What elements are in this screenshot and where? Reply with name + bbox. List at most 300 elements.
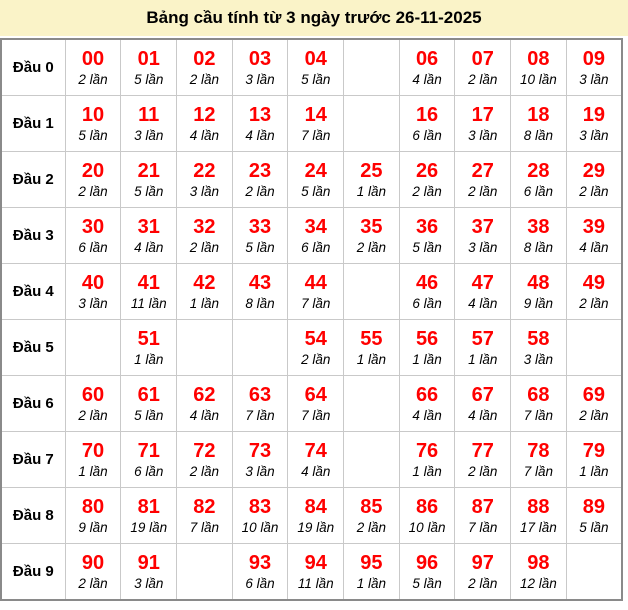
number-count: 19 lần [130, 520, 168, 536]
number-cell [288, 39, 344, 96]
number-value: 34 [304, 216, 327, 239]
number-cell [399, 376, 455, 432]
number-value: 47 [471, 272, 494, 295]
number-cell [65, 264, 121, 320]
number-value: 13 [248, 104, 272, 127]
number-count: 6 lần [78, 240, 108, 256]
number-value: 21 [137, 160, 160, 183]
number-count: 5 lần [412, 576, 442, 592]
number-count: 7 lần [468, 520, 498, 536]
row-label: Đầu 6 [1, 376, 65, 432]
number-cell [566, 39, 622, 96]
row-label: Đầu 0 [1, 39, 65, 96]
empty-cell [344, 96, 400, 152]
number-value: 00 [81, 48, 105, 71]
number-cell [121, 96, 177, 152]
number-count: 8 lần [523, 128, 554, 144]
number-value: 93 [248, 552, 272, 575]
number-count: 2 lần [301, 352, 331, 368]
number-count: 5 lần [134, 72, 164, 88]
number-count: 5 lần [134, 184, 164, 200]
number-cell [566, 264, 622, 320]
number-count: 7 lần [301, 128, 331, 144]
number-value: 27 [471, 160, 494, 183]
number-value: 49 [582, 272, 605, 295]
number-count: 3 lần [245, 464, 275, 480]
number-cell [455, 376, 511, 432]
number-count: 6 lần [412, 296, 442, 312]
number-value: 96 [415, 552, 439, 575]
number-value: 79 [582, 440, 605, 463]
number-value: 06 [415, 48, 439, 71]
number-count: 3 lần [579, 128, 609, 144]
empty-cell [344, 432, 400, 488]
table-row [1, 152, 622, 208]
number-value: 83 [248, 496, 272, 519]
number-cell [288, 432, 344, 488]
number-cell [288, 488, 344, 544]
number-cell [65, 376, 121, 432]
number-count: 5 lần [245, 240, 275, 256]
number-value: 04 [304, 48, 327, 71]
number-cell [232, 208, 288, 264]
number-value: 29 [582, 160, 605, 183]
number-value: 90 [81, 552, 105, 575]
number-cell [121, 376, 177, 432]
number-value: 42 [193, 272, 216, 295]
number-cell [511, 544, 567, 601]
number-count: 2 lần [189, 72, 220, 88]
number-cell [344, 320, 400, 376]
number-count: 1 lần [78, 464, 108, 480]
row-label: Đầu 2 [1, 152, 65, 208]
number-cell [566, 432, 622, 488]
number-cell [455, 39, 511, 96]
number-count: 1 lần [412, 352, 442, 368]
number-cell [399, 488, 455, 544]
table-row [1, 544, 622, 601]
number-value: 51 [137, 328, 160, 351]
number-count: 17 lần [520, 520, 557, 536]
number-count: 4 lần [468, 408, 498, 424]
number-cell [344, 152, 400, 208]
number-cell [65, 39, 121, 96]
number-count: 4 lần [189, 128, 220, 144]
number-value: 35 [360, 216, 383, 239]
number-value: 68 [527, 384, 550, 407]
number-cell [399, 96, 455, 152]
number-value: 43 [248, 272, 272, 295]
number-cell [566, 376, 622, 432]
number-value: 37 [471, 216, 494, 239]
number-value: 62 [193, 384, 216, 407]
number-value: 81 [137, 496, 160, 519]
row-label: Đầu 4 [1, 264, 65, 320]
number-value: 80 [81, 496, 105, 519]
number-count: 4 lần [301, 464, 331, 480]
number-count: 7 lần [301, 408, 331, 424]
empty-cell [344, 376, 400, 432]
number-value: 94 [304, 552, 327, 575]
number-cell [511, 432, 567, 488]
number-count: 3 lần [134, 128, 164, 144]
number-value: 14 [304, 104, 327, 127]
number-value: 09 [582, 48, 605, 71]
number-cell [511, 152, 567, 208]
table-row [1, 208, 622, 264]
row-label: Đầu 8 [1, 488, 65, 544]
number-value: 87 [471, 496, 494, 519]
number-count: 10 lần [520, 72, 557, 88]
number-value: 63 [248, 384, 272, 407]
number-value: 57 [471, 328, 494, 351]
number-cell [455, 432, 511, 488]
number-value: 26 [415, 160, 439, 183]
number-cell [177, 376, 233, 432]
number-value: 69 [582, 384, 605, 407]
number-cell [511, 39, 567, 96]
number-cell [65, 96, 121, 152]
bridge-stats-table [0, 38, 623, 601]
number-value: 85 [360, 496, 383, 519]
number-cell [177, 152, 233, 208]
number-cell [232, 488, 288, 544]
number-count: 5 lần [579, 520, 609, 536]
number-cell [121, 544, 177, 601]
number-value: 66 [415, 384, 439, 407]
number-value: 17 [471, 104, 494, 127]
number-value: 55 [360, 328, 383, 351]
number-count: 2 lần [579, 296, 609, 312]
table-row [1, 488, 622, 544]
number-value: 10 [81, 104, 105, 127]
number-count: 6 lần [134, 464, 164, 480]
number-count: 11 lần [297, 576, 334, 592]
number-value: 36 [415, 216, 439, 239]
number-cell [121, 152, 177, 208]
number-count: 3 lần [189, 184, 220, 200]
number-cell [121, 432, 177, 488]
number-count: 6 lần [412, 128, 442, 144]
number-count: 2 lần [356, 240, 387, 256]
number-count: 3 lần [78, 296, 108, 312]
number-cell [511, 208, 567, 264]
number-cell [121, 264, 177, 320]
number-value: 07 [471, 48, 494, 71]
number-cell [511, 264, 567, 320]
number-count: 1 lần [356, 352, 387, 368]
number-count: 2 lần [579, 184, 609, 200]
number-cell [399, 320, 455, 376]
number-cell [344, 488, 400, 544]
row-label: Đầu 3 [1, 208, 65, 264]
number-count: 5 lần [301, 72, 331, 88]
number-count: 2 lần [468, 464, 498, 480]
empty-cell [232, 320, 288, 376]
number-cell [511, 376, 567, 432]
number-cell [455, 488, 511, 544]
number-value: 44 [304, 272, 327, 295]
number-cell [288, 264, 344, 320]
number-value: 25 [360, 160, 383, 183]
number-count: 6 lần [301, 240, 331, 256]
number-cell [232, 432, 288, 488]
number-count: 1 lần [579, 464, 609, 480]
title-bar [0, 0, 628, 36]
number-value: 77 [471, 440, 494, 463]
number-cell [232, 376, 288, 432]
empty-cell [177, 544, 233, 601]
number-cell [232, 544, 288, 601]
table-row [1, 96, 622, 152]
number-cell [288, 208, 344, 264]
number-value: 54 [304, 328, 327, 351]
number-value: 40 [81, 272, 105, 295]
row-label: Đầu 1 [1, 96, 65, 152]
number-value: 08 [527, 48, 550, 71]
number-cell [288, 544, 344, 601]
number-cell [288, 96, 344, 152]
number-cell [288, 376, 344, 432]
number-count: 12 lần [520, 576, 557, 592]
row-label: Đầu 7 [1, 432, 65, 488]
number-value: 22 [193, 160, 216, 183]
page-title: Bảng cầu tính từ 3 ngày trước 26-11-2025 [146, 8, 482, 27]
number-count: 7 lần [245, 408, 275, 424]
number-cell [455, 264, 511, 320]
empty-cell [344, 264, 400, 320]
number-count: 9 lần [523, 296, 554, 312]
number-cell [232, 152, 288, 208]
number-value: 60 [81, 384, 105, 407]
number-cell [121, 208, 177, 264]
number-count: 9 lần [78, 520, 108, 536]
table-row [1, 39, 622, 96]
number-cell [455, 152, 511, 208]
number-value: 82 [193, 496, 216, 519]
number-value: 88 [527, 496, 550, 519]
number-cell [511, 320, 567, 376]
number-count: 3 lần [579, 72, 609, 88]
number-count: 7 lần [301, 296, 331, 312]
number-count: 10 lần [408, 520, 446, 536]
number-value: 39 [582, 216, 605, 239]
number-cell [566, 152, 622, 208]
number-cell [65, 544, 121, 601]
number-cell [399, 39, 455, 96]
number-value: 33 [248, 216, 272, 239]
number-value: 24 [304, 160, 327, 183]
number-value: 28 [527, 160, 550, 183]
number-value: 31 [137, 216, 160, 239]
number-cell [232, 264, 288, 320]
number-cell [455, 544, 511, 601]
number-cell [399, 264, 455, 320]
empty-cell [177, 320, 233, 376]
number-count: 2 lần [78, 184, 108, 200]
number-cell [288, 152, 344, 208]
number-count: 3 lần [468, 240, 498, 256]
number-count: 2 lần [78, 408, 108, 424]
number-cell [455, 96, 511, 152]
number-count: 2 lần [356, 520, 387, 536]
number-value: 61 [137, 384, 160, 407]
number-count: 4 lần [245, 128, 275, 144]
number-count: 6 lần [245, 576, 275, 592]
number-value: 97 [471, 552, 494, 575]
row-label: Đầu 5 [1, 320, 65, 376]
number-count: 5 lần [134, 408, 164, 424]
empty-cell [344, 39, 400, 96]
number-value: 74 [304, 440, 327, 463]
number-count: 7 lần [523, 464, 554, 480]
number-count: 2 lần [189, 464, 220, 480]
number-count: 1 lần [134, 352, 164, 368]
number-count: 2 lần [468, 184, 498, 200]
number-cell [177, 208, 233, 264]
number-count: 1 lần [356, 576, 387, 592]
number-cell [177, 488, 233, 544]
empty-cell [566, 320, 622, 376]
number-value: 89 [582, 496, 605, 519]
number-cell [232, 96, 288, 152]
number-cell [177, 96, 233, 152]
number-count: 6 lần [523, 184, 554, 200]
number-count: 4 lần [579, 240, 609, 256]
number-count: 2 lần [189, 240, 220, 256]
number-cell [121, 320, 177, 376]
number-count: 5 lần [301, 184, 331, 200]
number-value: 78 [527, 440, 550, 463]
number-cell [344, 208, 400, 264]
number-cell [399, 152, 455, 208]
number-cell [177, 432, 233, 488]
number-count: 10 lần [241, 520, 279, 536]
number-cell [65, 208, 121, 264]
table-body [1, 39, 622, 600]
number-cell [65, 152, 121, 208]
number-cell [121, 488, 177, 544]
number-count: 4 lần [412, 72, 442, 88]
number-count: 2 lần [78, 576, 108, 592]
number-count: 2 lần [245, 184, 275, 200]
number-value: 76 [415, 440, 439, 463]
number-value: 41 [137, 272, 160, 295]
number-count: 3 lần [245, 72, 275, 88]
number-cell [566, 96, 622, 152]
number-cell [232, 39, 288, 96]
number-value: 98 [527, 552, 550, 575]
number-value: 11 [138, 104, 160, 127]
number-count: 4 lần [134, 240, 164, 256]
number-value: 46 [415, 272, 439, 295]
number-count: 5 lần [78, 128, 108, 144]
number-count: 2 lần [468, 72, 498, 88]
number-value: 38 [527, 216, 550, 239]
number-value: 18 [527, 104, 550, 127]
number-count: 4 lần [412, 408, 442, 424]
number-cell [344, 544, 400, 601]
number-value: 12 [193, 104, 216, 127]
number-count: 1 lần [189, 296, 220, 312]
number-cell [511, 488, 567, 544]
number-value: 16 [415, 104, 439, 127]
number-cell [455, 320, 511, 376]
number-cell [121, 39, 177, 96]
number-count: 19 lần [297, 520, 335, 536]
number-value: 64 [304, 384, 327, 407]
number-cell [399, 432, 455, 488]
number-value: 67 [471, 384, 494, 407]
number-value: 84 [304, 496, 327, 519]
row-label: Đầu 9 [1, 544, 65, 601]
number-count: 1 lần [468, 352, 498, 368]
table-row [1, 264, 622, 320]
number-value: 86 [415, 496, 439, 519]
number-cell [288, 320, 344, 376]
number-value: 03 [248, 48, 272, 71]
number-value: 48 [527, 272, 550, 295]
number-cell [177, 264, 233, 320]
number-cell [566, 488, 622, 544]
number-value: 30 [81, 216, 105, 239]
table-row [1, 320, 622, 376]
number-count: 3 lần [468, 128, 498, 144]
number-cell [399, 208, 455, 264]
number-count: 11 lần [130, 296, 167, 312]
number-value: 32 [193, 216, 216, 239]
empty-cell [65, 320, 121, 376]
number-value: 72 [193, 440, 216, 463]
number-count: 4 lần [468, 296, 498, 312]
number-cell [566, 208, 622, 264]
number-cell [511, 96, 567, 152]
number-count: 2 lần [78, 72, 108, 88]
number-count: 2 lần [468, 576, 498, 592]
number-value: 58 [527, 328, 550, 351]
number-value: 19 [582, 104, 605, 127]
number-count: 3 lần [134, 576, 164, 592]
number-value: 20 [81, 160, 105, 183]
number-count: 1 lần [412, 464, 442, 480]
number-value: 01 [137, 48, 160, 71]
number-count: 7 lần [523, 408, 554, 424]
empty-cell [566, 544, 622, 601]
number-value: 70 [81, 440, 105, 463]
number-cell [65, 488, 121, 544]
number-value: 91 [137, 552, 160, 575]
number-count: 8 lần [245, 296, 275, 312]
number-cell [177, 39, 233, 96]
number-value: 73 [248, 440, 272, 463]
number-count: 2 lần [579, 408, 609, 424]
number-count: 3 lần [523, 352, 554, 368]
number-count: 4 lần [189, 408, 220, 424]
number-value: 56 [415, 328, 439, 351]
number-value: 95 [360, 552, 383, 575]
table-row [1, 432, 622, 488]
number-cell [455, 208, 511, 264]
number-value: 23 [248, 160, 272, 183]
number-cell [399, 544, 455, 601]
number-count: 7 lần [189, 520, 220, 536]
number-value: 71 [137, 440, 160, 463]
number-count: 8 lần [523, 240, 554, 256]
number-count: 1 lần [356, 184, 387, 200]
number-count: 5 lần [412, 240, 442, 256]
number-cell [65, 432, 121, 488]
table-row [1, 376, 622, 432]
